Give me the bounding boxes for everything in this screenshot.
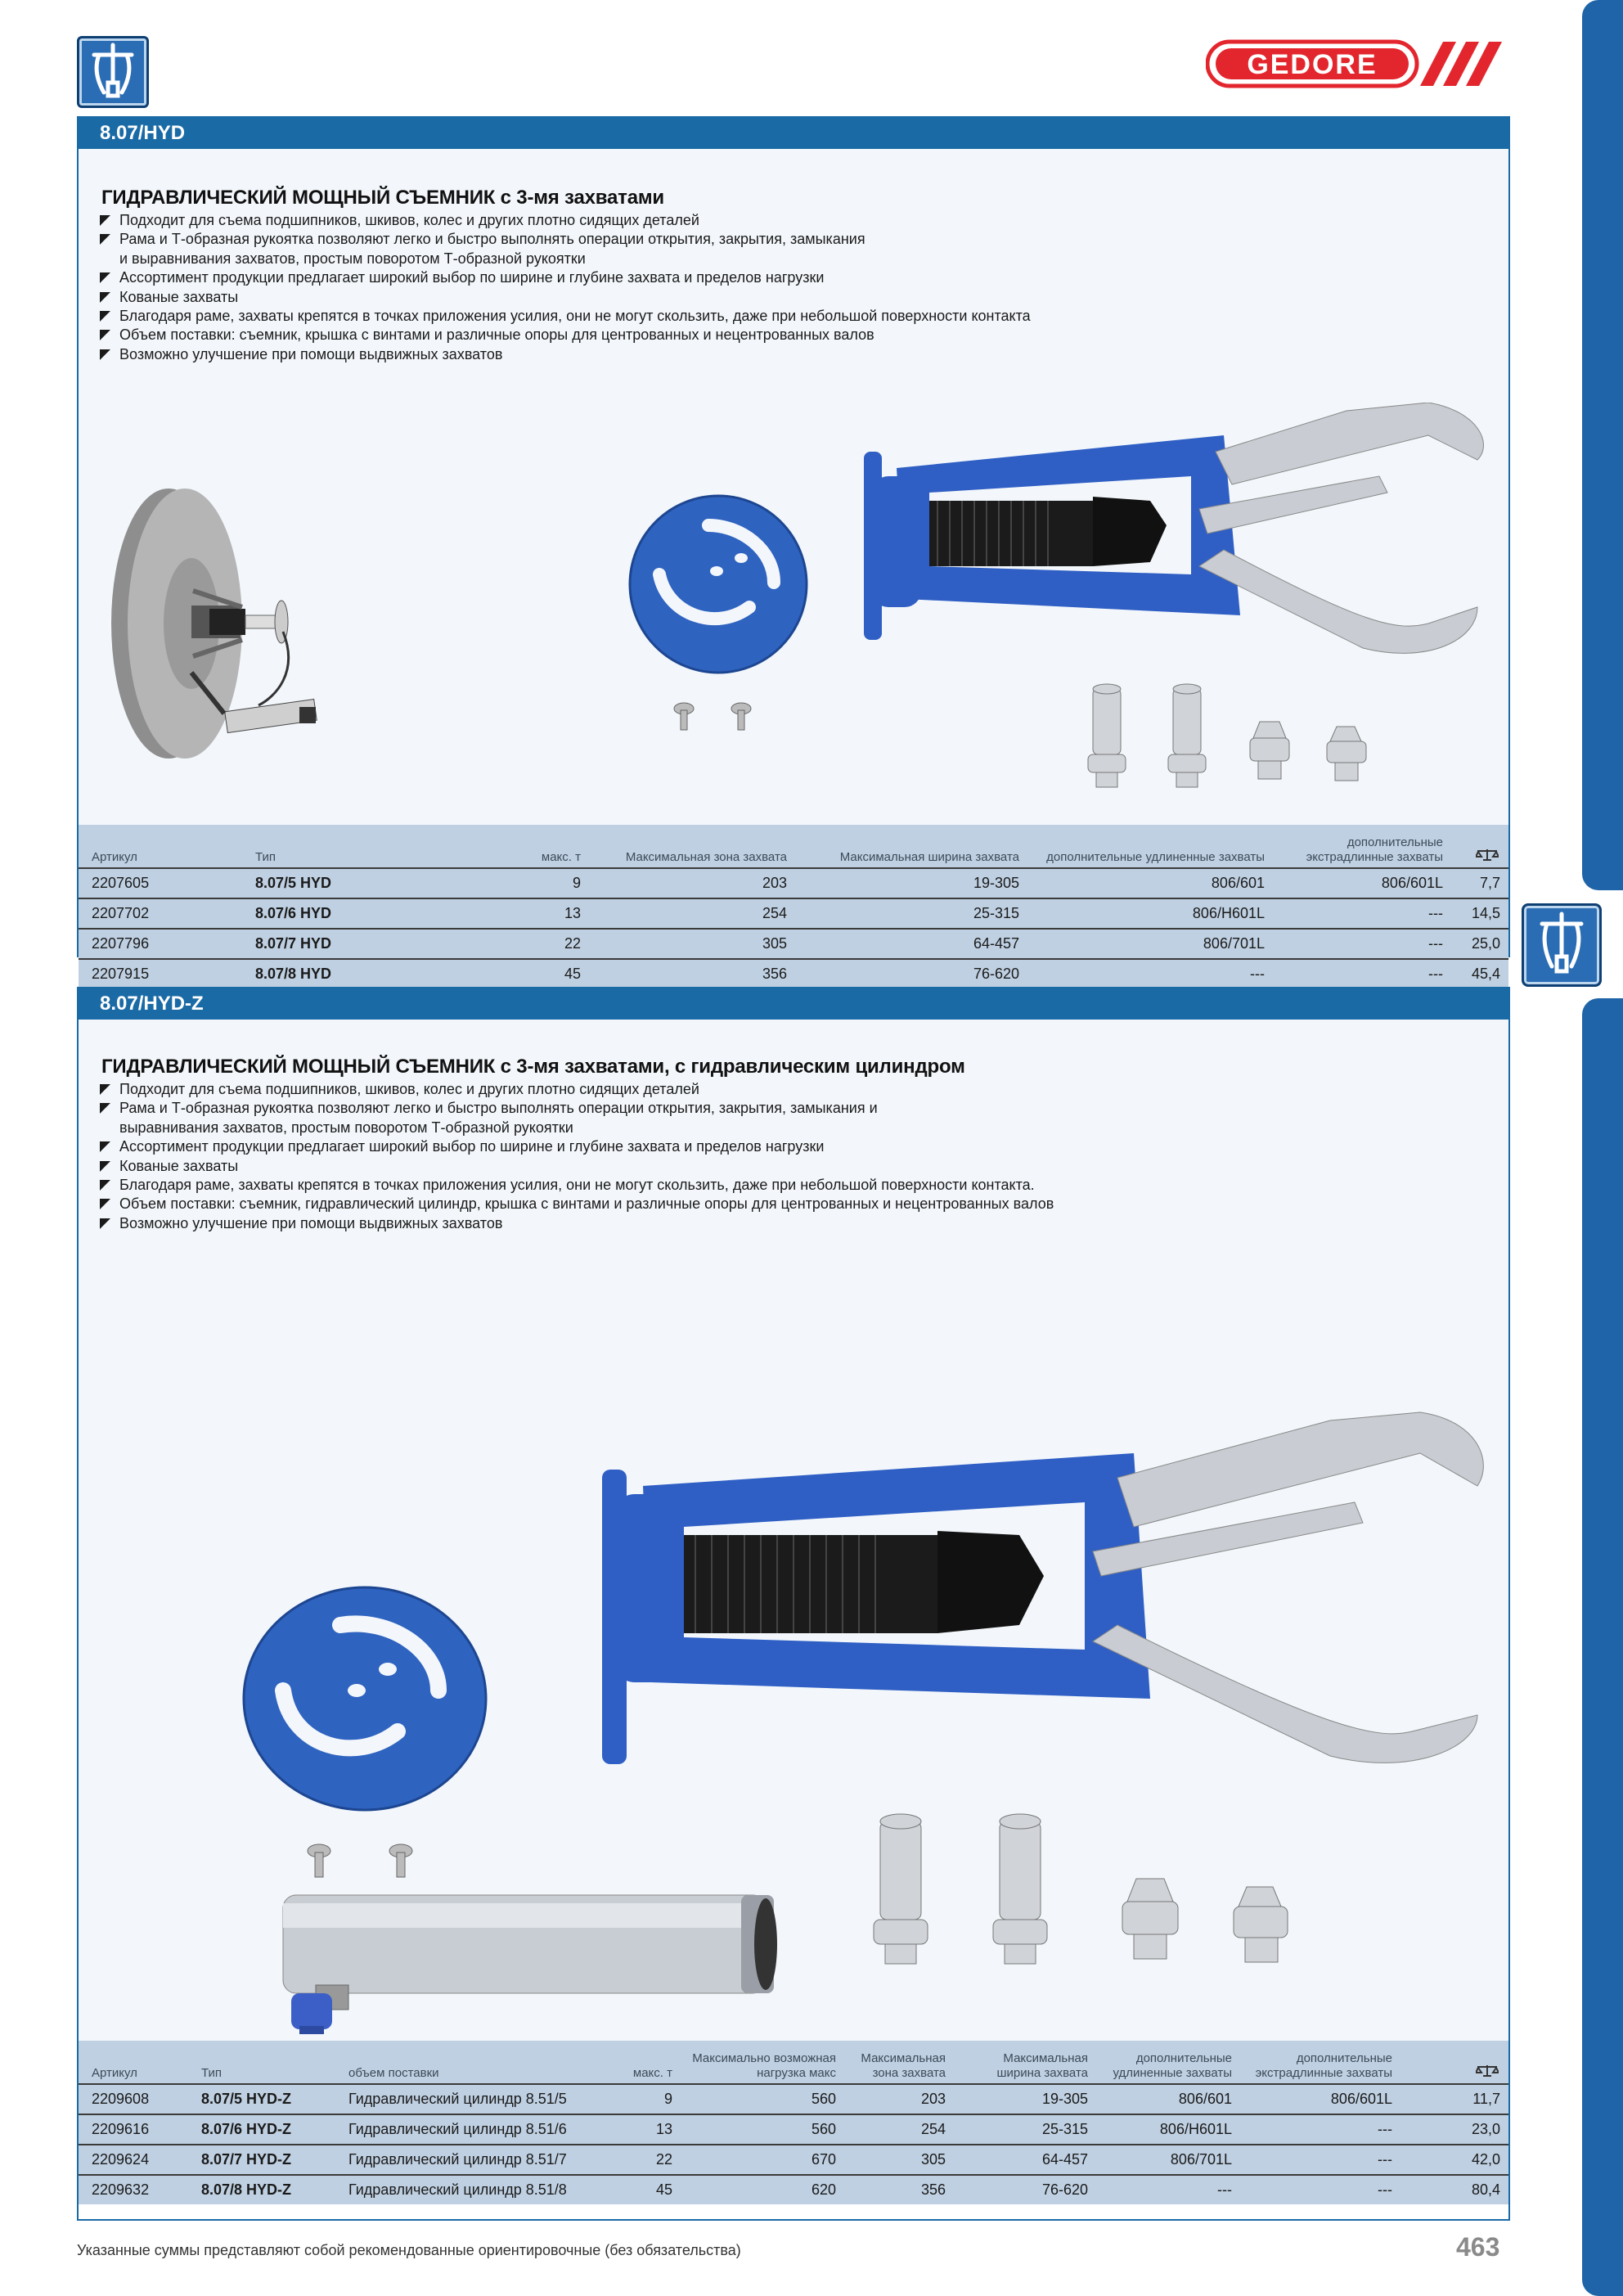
cell-extra: --- — [1378, 2121, 1392, 2137]
table-row[interactable] — [79, 2174, 1508, 2204]
col-ext-2: удлиненные захваты — [1113, 2066, 1232, 2080]
col-max-load-2: нагрузка макс — [757, 2066, 836, 2080]
feature-list — [100, 1080, 1054, 1233]
col-max-width-2: ширина захвата — [996, 2066, 1088, 2080]
col-max-t: макс. т — [541, 850, 581, 864]
table-row[interactable] — [79, 867, 1508, 898]
cell-type: 8.07/7 HYD — [255, 935, 332, 952]
cell-weight: 42,0 — [1471, 2151, 1500, 2168]
col-scope: объем поставки — [348, 2066, 439, 2080]
cell-type: 8.07/7 HYD-Z — [201, 2151, 292, 2168]
edge-tab-upper[interactable] — [1582, 0, 1623, 890]
cell-width: 25-315 — [1041, 2121, 1088, 2137]
cell-load: 620 — [811, 2181, 836, 2198]
table-row[interactable] — [79, 898, 1508, 928]
page-number: 463 — [1456, 2232, 1500, 2262]
cell-type: 8.07/6 HYD — [255, 905, 332, 921]
cell-article: 2207915 — [92, 966, 150, 982]
gedore-logo — [1206, 39, 1508, 88]
cell-width: 25-315 — [973, 905, 1019, 921]
cell-zone: 203 — [920, 2091, 946, 2107]
footer-note: Указанные суммы представляют собой рекомендованные ориентировочные (без обязательства) — [77, 2242, 741, 2258]
cell-ext: 806/701L — [1203, 935, 1265, 952]
cell-extra: 806/601L — [1330, 2091, 1392, 2107]
feature-item: Кованые захваты — [100, 288, 1031, 307]
col-extra-2: экстрадлинные захваты — [1255, 2066, 1392, 2080]
cell-scope: Гидравлический цилиндр 8.51/5 — [348, 2091, 567, 2107]
feature-item: Ассортимент продукции предлагает широкий выбор по ширине и глубине захвата и пределов нагрузки — [100, 1137, 1054, 1156]
cell-ext: --- — [1217, 2181, 1232, 2198]
cell-extra: --- — [1428, 966, 1443, 982]
cell-width: 76-620 — [973, 966, 1019, 982]
col-article: Артикул — [92, 850, 137, 864]
feature-item: Кованые захваты — [100, 1157, 1054, 1176]
cell-ext: 806/601 — [1178, 2091, 1232, 2107]
cell-weight: 80,4 — [1471, 2181, 1500, 2198]
cell-width: 19-305 — [1041, 2091, 1088, 2107]
cell-article: 2209608 — [92, 2091, 150, 2107]
cell-max-t: 22 — [655, 2151, 672, 2168]
col-ext-1: дополнительные — [1135, 2051, 1232, 2065]
col-article: Артикул — [92, 2066, 137, 2080]
feature-item: Возможно улучшение при помощи выдвижных захватов — [100, 1214, 1054, 1233]
cell-width: 76-620 — [1041, 2181, 1088, 2198]
puller-image — [856, 403, 1494, 664]
col-max-zone-2: зона захвата — [872, 2066, 946, 2080]
cell-extra: 806/601L — [1381, 875, 1443, 891]
cell-max-t: 22 — [564, 935, 581, 952]
section-title: ГИДРАВЛИЧЕСКИЙ МОЩНЫЙ СЪЕМНИК с 3-мя захватами — [101, 187, 664, 209]
cell-zone: 305 — [762, 935, 787, 952]
cell-article: 2207702 — [92, 905, 150, 921]
feature-item: Благодаря раме, захваты крепятся в точках приложения усилия, они не могут скользить, даже при небольшой поверхности контакта. — [100, 1176, 1054, 1195]
svg-text:GEDORE: GEDORE — [1247, 49, 1378, 80]
feature-item: Ассортимент продукции предлагает широкий выбор по ширине и глубине захвата и пределов нагрузки — [100, 268, 1031, 287]
cell-ext: 806/H601L — [1192, 905, 1265, 921]
feature-item: Рама и Т-образная рукоятка позволяют легко и быстро выполнять операции открытия, закрытия, замыкания и выравнивания захватов, простым поворотом Т-образной рукоятки — [100, 1099, 1054, 1137]
table-row[interactable] — [79, 928, 1508, 958]
cell-extra: --- — [1428, 935, 1443, 952]
cell-weight: 25,0 — [1471, 935, 1500, 952]
col-max-load-1: Максимально возможная — [692, 2051, 836, 2065]
cell-extra: --- — [1378, 2181, 1392, 2198]
cell-article: 2209632 — [92, 2181, 150, 2198]
cell-weight: 7,7 — [1479, 875, 1500, 891]
table-row[interactable] — [79, 958, 1508, 988]
table-row[interactable] — [79, 2083, 1508, 2114]
cell-max-t: 13 — [655, 2121, 672, 2137]
cell-zone: 356 — [920, 2181, 946, 2198]
cell-article: 2209616 — [92, 2121, 150, 2137]
col-max-width: Максимальная ширина захвата — [839, 850, 1019, 864]
cell-ext: 806/H601L — [1159, 2121, 1232, 2137]
cell-ext: 806/701L — [1170, 2151, 1232, 2168]
table-header — [79, 2041, 1508, 2083]
col-max-zone: Максимальная зона захвата — [625, 850, 787, 864]
hydraulic-cylinder-image — [201, 1838, 790, 2034]
cover-plate-image — [627, 493, 823, 689]
cell-type: 8.07/8 HYD — [255, 966, 332, 982]
cover-plate-image — [242, 1584, 496, 1821]
cell-scope: Гидравлический цилиндр 8.51/6 — [348, 2121, 567, 2137]
edge-tab-lower[interactable] — [1582, 998, 1623, 2296]
screw-image — [668, 697, 766, 738]
cell-article: 2207796 — [92, 935, 150, 952]
section-code: 8.07/HYD — [79, 118, 1508, 149]
cell-max-t: 45 — [655, 2181, 672, 2198]
spec-table-hyd — [79, 825, 1508, 988]
cell-max-t: 9 — [663, 2091, 672, 2107]
feature-item: Благодаря раме, захваты крепятся в точках приложения усилия, они не могут скользить, даже при небольшой поверхности контакта — [100, 307, 1031, 326]
product-section-hyd-z — [77, 987, 1510, 2221]
puller-category-icon-top — [77, 36, 149, 108]
adapters-image — [798, 1797, 1355, 1993]
cell-weight: 14,5 — [1471, 905, 1500, 921]
cell-weight: 23,0 — [1471, 2121, 1500, 2137]
usage-illustration — [95, 484, 389, 795]
scale-weight-icon — [1453, 2064, 1499, 2082]
adapters-image — [1077, 673, 1404, 804]
puller-image — [594, 1404, 1494, 1781]
puller-category-icon[interactable] — [1522, 903, 1602, 987]
cell-max-t: 13 — [564, 905, 581, 921]
feature-item: Рама и Т-образная рукоятка позволяют легко и быстро выполнять операции открытия, закрытия, замыкания и выравнивания захватов, простым поворотом Т-образной рукоятки — [100, 230, 1031, 268]
cell-extra: --- — [1378, 2151, 1392, 2168]
col-max-t: макс. т — [632, 2066, 672, 2080]
feature-item: Объем поставки: съемник, крышка с винтами и различные опоры для центрованных и нецентрованных валов — [100, 326, 1031, 344]
cell-article: 2207605 — [92, 875, 150, 891]
cell-ext: 806/601 — [1211, 875, 1265, 891]
product-section-hyd — [77, 116, 1510, 982]
table-header — [79, 825, 1508, 867]
cell-type: 8.07/6 HYD-Z — [201, 2121, 292, 2137]
col-ext-jaws: дополнительные удлиненные захваты — [1046, 850, 1265, 864]
col-extra-1: дополнительные — [1296, 2051, 1392, 2065]
cell-load: 560 — [811, 2121, 836, 2137]
col-type: Тип — [255, 850, 276, 864]
cell-weight: 11,7 — [1472, 2091, 1500, 2107]
cell-width: 19-305 — [973, 875, 1019, 891]
cell-max-t: 9 — [572, 875, 581, 891]
feature-item: Подходит для съема подшипников, шкивов, колес и других плотно сидящих деталей — [100, 211, 1031, 230]
cell-width: 64-457 — [973, 935, 1019, 952]
cell-width: 64-457 — [1041, 2151, 1088, 2168]
feature-list — [100, 211, 1031, 364]
cell-article: 2209624 — [92, 2151, 150, 2168]
cell-zone: 203 — [762, 875, 787, 891]
feature-item: Объем поставки: съемник, гидравлический цилиндр, крышка с винтами и различные опоры для центрованных и нецентрованных валов — [100, 1195, 1054, 1213]
cell-extra: --- — [1428, 905, 1443, 921]
cell-type: 8.07/5 HYD — [255, 875, 332, 891]
col-type: Тип — [201, 2066, 223, 2080]
cell-zone: 254 — [920, 2121, 946, 2137]
scale-weight-icon — [1453, 849, 1499, 866]
spec-table-hyd-z — [79, 2041, 1508, 2204]
cell-ext: --- — [1250, 966, 1265, 982]
cell-zone: 305 — [920, 2151, 946, 2168]
cell-load: 670 — [811, 2151, 836, 2168]
cell-scope: Гидравлический цилиндр 8.51/7 — [348, 2151, 567, 2168]
feature-item: Подходит для съема подшипников, шкивов, колес и других плотно сидящих деталей — [100, 1080, 1054, 1099]
cell-type: 8.07/5 HYD-Z — [201, 2091, 292, 2107]
table-row[interactable] — [79, 2114, 1508, 2144]
cell-zone: 254 — [762, 905, 787, 921]
cell-load: 560 — [811, 2091, 836, 2107]
section-title: ГИДРАВЛИЧЕСКИЙ МОЩНЫЙ СЪЕМНИК с 3-мя захватами, с гидравлическим цилиндром — [101, 1056, 965, 1078]
col-extra-long-2: экстрадлинные захваты — [1306, 850, 1443, 864]
col-extra-long-1: дополнительные — [1347, 835, 1443, 849]
section-code: 8.07/HYD-Z — [79, 988, 1508, 1020]
col-max-width-1: Максимальная — [1003, 2051, 1088, 2065]
table-row[interactable] — [79, 2144, 1508, 2174]
cell-max-t: 45 — [564, 966, 581, 982]
feature-item: Возможно улучшение при помощи выдвижных захватов — [100, 345, 1031, 364]
cell-zone: 356 — [762, 966, 787, 982]
cell-weight: 45,4 — [1471, 966, 1500, 982]
cell-type: 8.07/8 HYD-Z — [201, 2181, 292, 2198]
cell-scope: Гидравлический цилиндр 8.51/8 — [348, 2181, 567, 2198]
col-max-zone-1: Максимальная — [861, 2051, 946, 2065]
